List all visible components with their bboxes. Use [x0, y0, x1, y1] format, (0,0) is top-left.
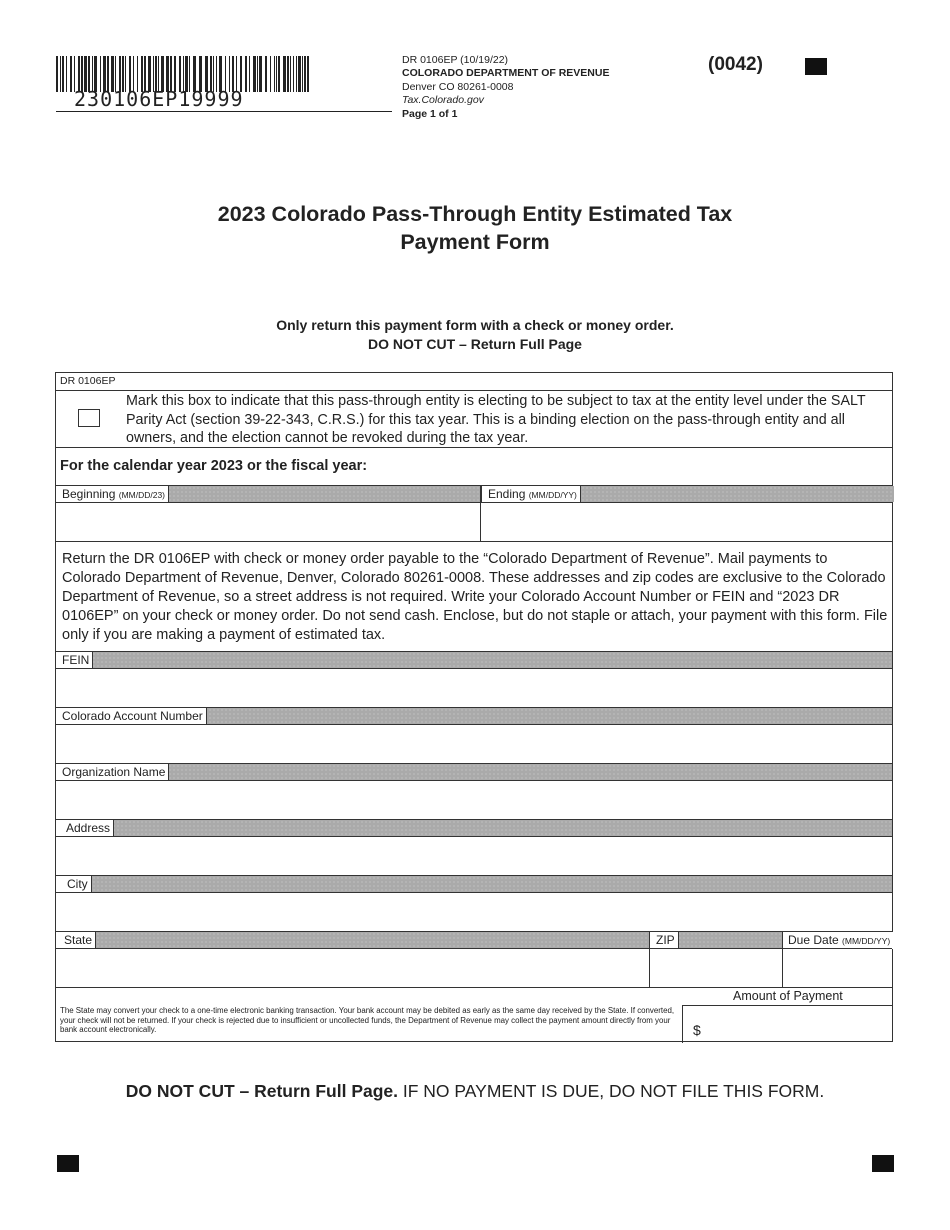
ending-label: Ending (MM/DD/YY)	[481, 486, 581, 503]
amount-of-payment-label: Amount of Payment	[733, 989, 843, 1003]
mailing-instructions: Return the DR 0106EP with check or money order payable to the “Colorado Department of Revenue”. Mail payments to Colorado Department of Revenue, Denver, Colorado 80261-0008. These addresses and zip codes are exclusive to the Colorado Department of Revenue, so a street address is not required. Write your Colorado Account Number or FEIN and “2023 DR 0106EP” on your check or money order. Do not send cash. Enclose, but do not staple or attach, your payment with this form. File only if you are making a payment of estimated tax.	[62, 551, 888, 643]
city-label: City	[56, 876, 92, 893]
fein-input[interactable]	[56, 669, 894, 707]
instruction-line-1: Only return this payment form with a check or money order.	[276, 317, 674, 333]
address-input[interactable]	[56, 837, 894, 875]
organization-name-input[interactable]	[56, 781, 894, 819]
ending-date-input[interactable]	[481, 503, 894, 541]
zip-input[interactable]	[650, 949, 782, 987]
department-website: Tax.Colorado.gov	[402, 94, 484, 107]
organization-name-label: Organization Name	[56, 764, 169, 781]
payment-form	[55, 372, 893, 1042]
check-conversion-notice: The State may convert your check to a one-time electronic banking transaction. Your bank account may be debited as early as the same day received by the State. If converted, your check will not be returned. If your check is rejected due to insufficient or uncollected funds, the Department of Revenue may collect the payment amount directly from your bank account electronically.	[60, 1006, 675, 1035]
barcode-underline	[56, 111, 392, 112]
fein-label: FEIN	[56, 652, 93, 669]
barcode-bar	[309, 56, 310, 92]
title-line-1: 2023 Colorado Pass-Through Entity Estimated Tax	[217, 202, 733, 226]
address-label: Address	[56, 820, 114, 837]
state-input[interactable]	[56, 949, 649, 987]
form-version: DR 0106EP (10/19/22)	[402, 54, 509, 66]
barcode-number: 230106EP19999	[74, 87, 244, 111]
calendar-year-label: For the calendar year 2023 or the fiscal year:	[60, 458, 368, 474]
return-instructions	[0, 316, 950, 354]
currency-symbol: $	[693, 1022, 701, 1038]
registration-mark-bottom-left	[57, 1155, 79, 1172]
registration-mark-bottom-right	[872, 1155, 894, 1172]
due-date-input[interactable]	[783, 949, 894, 987]
registration-mark-top	[805, 58, 827, 75]
zip-label: ZIP	[650, 932, 679, 949]
city-input[interactable]	[56, 893, 894, 931]
account-number-input[interactable]	[56, 725, 894, 763]
salt-parity-election-checkbox[interactable]	[78, 409, 100, 427]
department-name: COLORADO DEPARTMENT OF REVENUE	[402, 67, 610, 80]
footer-notice: DO NOT CUT – Return Full Page. IF NO PAYMENT IS DUE, DO NOT FILE THIS FORM.	[125, 1081, 825, 1101]
instruction-line-2: DO NOT CUT – Return Full Page	[368, 336, 582, 352]
state-label: State	[56, 932, 96, 949]
page-title	[0, 200, 950, 256]
form-id-label: DR 0106EP	[60, 375, 116, 387]
form-header-info	[402, 54, 609, 121]
amount-of-payment-input[interactable]	[706, 1006, 894, 1042]
election-text: Mark this box to indicate that this pass-through entity is electing to be subject to tax at the entity level under the SALT Parity Act (section 39-22-343, C.R.S.) for this tax year. This is a binding election on the pass-through entity and all owners, and the election cannot be revoked during the tax year.	[126, 393, 866, 446]
title-line-2: Payment Form	[400, 230, 550, 254]
beginning-date-input[interactable]	[56, 503, 480, 541]
beginning-label: Beginning (MM/DD/23)	[56, 486, 169, 503]
form-code: (0042)	[708, 54, 763, 75]
page-indicator: Page 1 of 1	[402, 107, 458, 120]
account-number-label: Colorado Account Number	[56, 708, 207, 725]
due-date-label: Due Date (MM/DD/YY)	[783, 932, 894, 949]
department-address: Denver CO 80261-0008	[402, 80, 514, 93]
